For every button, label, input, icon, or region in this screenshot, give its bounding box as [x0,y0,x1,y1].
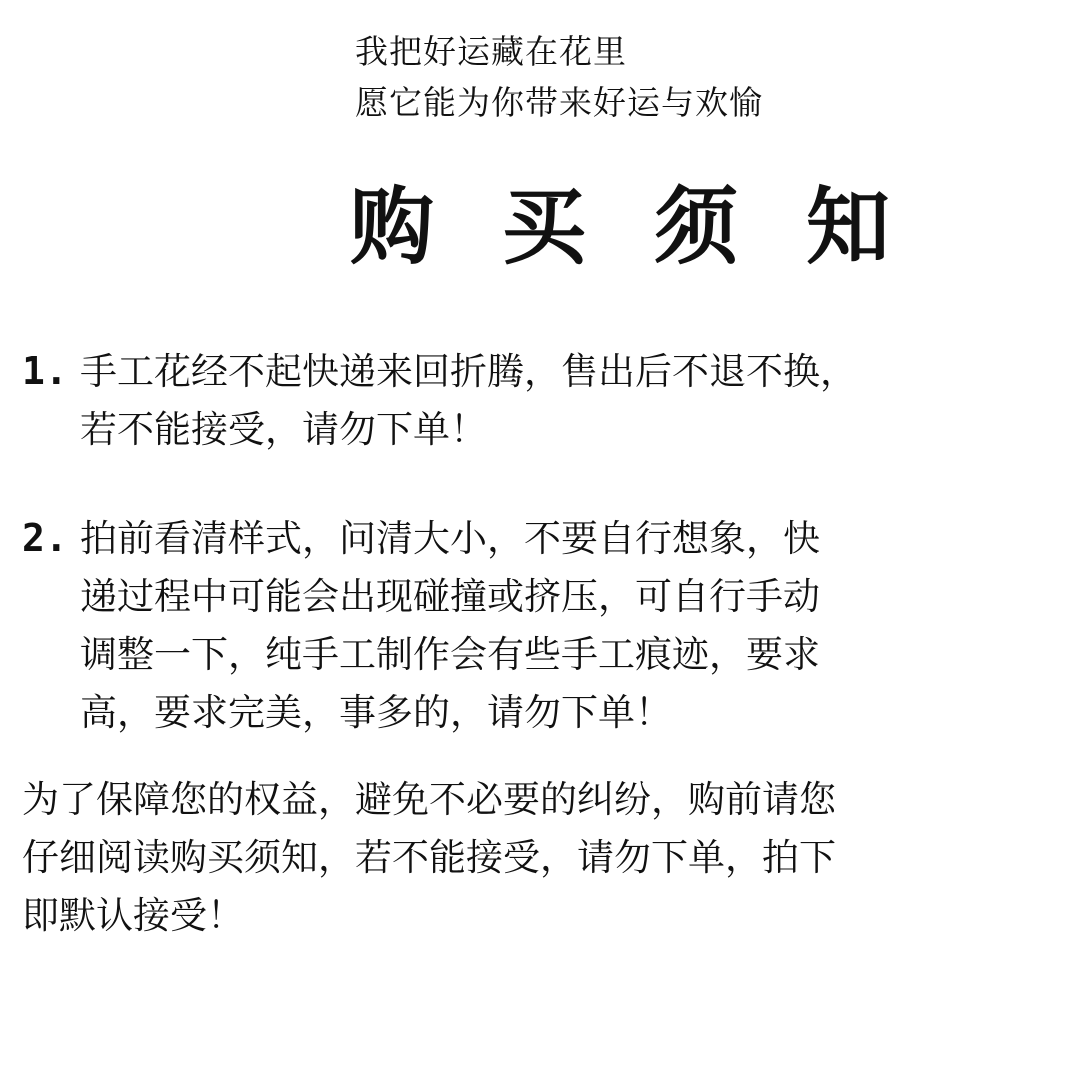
item-text: 若不能接受，请勿下单！ [80,408,487,451]
closing-line: 为了保障您的权益，避免不必要的纠纷，购前请您 [22,778,836,821]
closing-paragraph [22,771,1042,945]
item-text: 调整一下，纯手工制作会有些手工痕迹，要求 [80,633,820,676]
notice-item-1-first-line [22,342,1042,401]
item-text: 拍前看清样式，问清大小，不要自行想象，快 [80,517,820,560]
closing-line: 仔细阅读购买须知，若不能接受，请勿下单，拍下 [22,836,836,879]
notice-item-1 [22,342,1042,459]
slogan-line-2: 愿它能为你带来好运与欢愉 [355,83,763,122]
item-text: 高，要求完美，事多的，请勿下单！ [80,691,672,734]
notice-item-2-first-line [22,509,1042,568]
item-number: 1. [22,349,68,393]
item-text: 递过程中可能会出现碰撞或挤压，可自行手动 [80,575,820,618]
page-title: 购买须知 [350,178,959,276]
item-text: 手工花经不起快递来回折腾，售出后不退不换， [80,350,857,393]
notice-item-2 [22,509,1042,742]
item-number: 2. [22,516,68,560]
closing-line: 即默认接受！ [22,894,244,937]
slogan-line-1: 我把好运藏在花里 [355,32,627,71]
